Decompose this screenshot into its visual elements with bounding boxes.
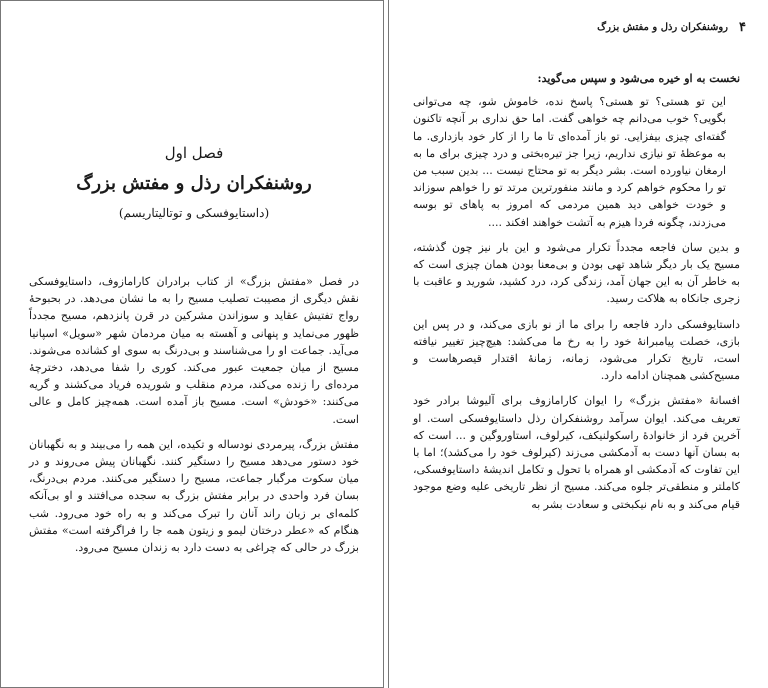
paragraph: و بدین سان فاجعه مجدداً تکرار می‌شود و این بار نیز چون گذشته، مسیح یک بار دیگر شاهد تهی بودن و بی‌معنا بودن همان چیزی است که به خاطر آن به این جهان آمد، زندگی کرد، درد کشید، شورید و عاقبت با زجری جانکاه به هلاکت رسید.	[413, 240, 740, 306]
chapter-title: روشنفکران رذل و مفتش بزرگ	[76, 173, 312, 194]
paragraph: افسانهٔ «مفتش بزرگ» را ایوان کارامازوف برای آلیوشا برادر خود تعریف می‌کند. ایوان سرآمد روشنفکران رذل داستایوفسکی است. او آخرین فرد از خانوادهٔ راسکولنیکف، کیرلوف، استاوروگین و ... است که به بسان آنها دست به آدمکشی می‌زند (کیرلوف خود را می‌کشد)؛ اما با این تفاوت که آدمکشی او همراه با تحول و تکامل اندیشهٔ داستایوفسکی، کاملتر و منطقی‌تر جلوه می‌کند. مسیح از نظر تاریخی علیه وضع موجود قیام می‌کند و به نام نیکبختی و سعادت بشر به	[413, 394, 740, 511]
left-page-body	[29, 273, 359, 564]
right-page-body	[413, 70, 740, 521]
chapter-label: فصل اول	[164, 144, 224, 162]
chapter-subtitle: (داستایوفسکی و توتالیتاریسم)	[118, 206, 270, 220]
running-title: روشنفکران رذل و مفتش بزرگ	[597, 22, 728, 33]
page-number: ۴	[739, 20, 746, 35]
quote-paragraph: این تو هستی؟ تو هستی؟ پاسخ نده، خاموش شو، چه می‌توانی بگویی؟ خوب می‌دانم چه خواهی گفت. اما حق نداری بر آنچه تاکنون گفته‌ای چیزی بیفزایی. تو باز آمده‌ای تا ما را از کار خود بازداری. ما به موعظهٔ تو نیازی نداریم، زیرا جز تیره‌بختی و درد چیزی برای ما به ارمغان نیاورده است. بشر دیگر به تو محتاج نیست ... بدین سبب من تو را محکوم خواهم کرد و مانند منفورترین مرتد تو را خواهم سوزاند و خودت خواهی دید همین مردمی که امروز به پاهای تو بوسه می‌زدند، چگونه فردا هیزم به آتشت خواهند افکند ....	[413, 95, 726, 229]
paragraph: داستایوفسکی دارد فاجعه را برای ما از نو بازی می‌کند، و در پس این بازی، خصلت پیامبرانهٔ خود را به رخ ما می‌کشد: هیچ‌چیز تغییر نیافته است، تاریخ تکرار می‌شود، زمانه، زمانهٔ اقتدار قیصرهاست و مسیح‌کشی همچنان ادامه دارد.	[413, 317, 740, 383]
paragraph: مفتش بزرگ، پیرمردی نودساله و تکیده، این همه را می‌بیند و به نگهبانان خود دستور می‌دهد مسیح را دستگیر کنند. نگهبانان پیش می‌روند و در میان سکوت مرگبار جماعت، مسیح را دستگیر می‌کنند. مردم بی‌درنگ، بسان فرد واحدی در برابر مفتش بزرگ به سجده می‌افتند و او بی‌آنکه کلمه‌ای بر زبان راند آنان را تبرک می‌کند و به راه خود می‌رود. شب هنگام که «عطر درختان لیمو و زیتون همه جا را فراگرفته است» مفتش بزرگ در حالی که چراغی به دست دارد به زندان مسیح می‌رود.	[29, 437, 359, 555]
paragraph: در فصل «مفتش بزرگ» از کتاب برادران کارامازوف، داستایوفسکی نقش دیگری از مصیبت تصلیب مسیح را به ما نشان می‌دهد. در بحبوحهٔ رواج تفتیش عقاید و سوزاندن مشرکین در قرن پانزدهم، مسیح مجدداً ظهور می‌نماید و پنهانی و آهسته به میان مردمان شهر «سویل» اسپانیا می‌آید. جماعت او را می‌شناسند و بی‌درنگ به سوی او کشانده می‌شوند. مسیح از میان جمعیت عبور می‌کند. کوری را شفا می‌دهد، دخترچهٔ مرده‌ای را زنده می‌کند، مردم منقلب و شوریده فریاد می‌کشند و گریه می‌کنند: «خودش» است. مسیح باز آمده است. همه‌چیز کامل و عالی است.	[29, 275, 359, 426]
right-page	[388, 0, 768, 688]
lead-line: نخست به او خیره می‌شود و سپس می‌گوید:	[537, 72, 740, 85]
chapter-heading	[29, 139, 359, 225]
running-header	[413, 18, 746, 38]
